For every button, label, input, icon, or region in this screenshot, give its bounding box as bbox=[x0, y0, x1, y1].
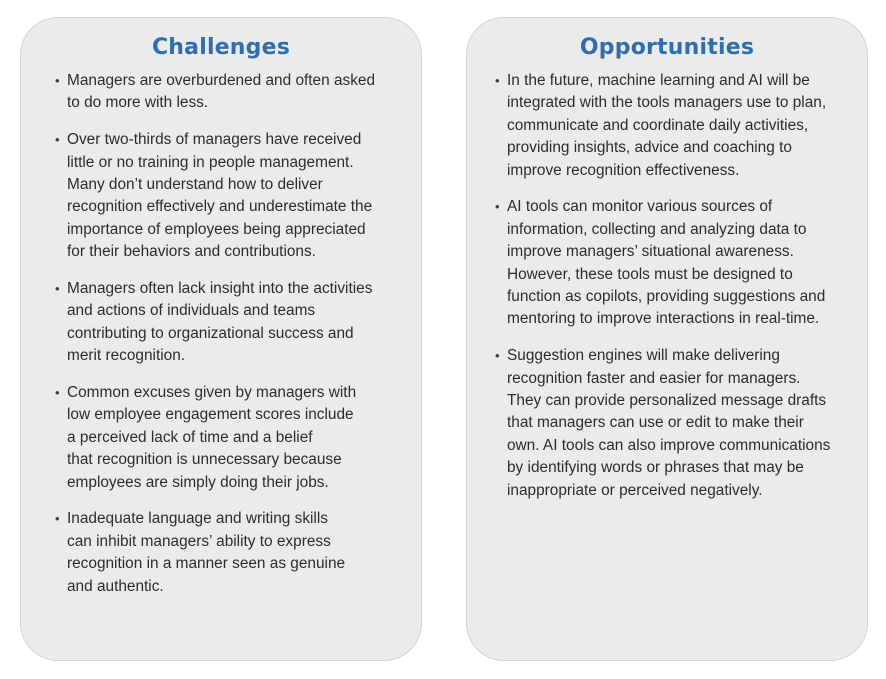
list-item-line: improve managers’ situational awareness. bbox=[507, 243, 794, 261]
list-item-line: Managers are overburdened and often asked bbox=[67, 72, 376, 89]
list-item-line: mentoring to improve interactions in real-time. bbox=[507, 310, 820, 328]
list-item-line: inappropriate or perceived negatively. bbox=[507, 481, 763, 499]
challenges-list bbox=[55, 70, 405, 612]
list-item-line: and authentic. bbox=[67, 577, 164, 595]
list-item-line: for their behaviors and contributions. bbox=[67, 243, 316, 261]
list-item bbox=[495, 70, 851, 182]
bullet-icon: • bbox=[55, 132, 60, 148]
list-item bbox=[55, 382, 405, 494]
list-item-line: can inhibit managers’ ability to express bbox=[67, 532, 331, 550]
bullet-icon: • bbox=[55, 385, 60, 401]
bullet-icon: • bbox=[495, 73, 500, 88]
list-item-line: employees are simply doing their jobs. bbox=[67, 473, 329, 491]
list-item-line: Suggestion engines will make delivering bbox=[507, 347, 780, 365]
list-item-line: contributing to organizational success and bbox=[67, 324, 354, 342]
list-item-line: that managers can use or edit to make their bbox=[507, 414, 804, 432]
list-item-line: Inadequate language and writing skills bbox=[67, 510, 328, 528]
list-item-line: importance of employees being appreciated bbox=[67, 220, 366, 238]
list-item-line: information, collecting and analyzing data to bbox=[507, 220, 807, 238]
challenges-panel bbox=[20, 17, 422, 661]
opportunities-title: Opportunities bbox=[579, 35, 755, 60]
list-item-line: Common excuses given by managers with bbox=[67, 384, 357, 402]
list-item-line: providing insights, advice and coaching to bbox=[507, 139, 792, 157]
list-item-line: Many don’t understand how to deliver bbox=[67, 176, 323, 194]
bullet-icon: • bbox=[495, 348, 500, 364]
list-item-line: to do more with less. bbox=[67, 94, 209, 112]
list-item bbox=[55, 508, 405, 598]
list-item-line: communicate and coordinate daily activities, bbox=[507, 116, 809, 134]
list-item-line: In the future, machine learning and AI will be bbox=[507, 72, 810, 89]
list-item-line: low employee engagement scores include bbox=[67, 406, 354, 424]
opportunities-panel bbox=[466, 17, 868, 661]
list-item-line: and actions of individuals and teams bbox=[67, 302, 316, 320]
list-item-line: that recognition is unnecessary because bbox=[67, 451, 342, 469]
opportunities-list bbox=[495, 70, 851, 516]
list-item-line: by identifying words or phrases that may be bbox=[507, 459, 804, 477]
list-item bbox=[55, 278, 405, 368]
list-item bbox=[495, 345, 851, 502]
list-item-line: recognition in a manner seen as genuine bbox=[67, 555, 346, 573]
list-item-line: a perceived lack of time and a belief bbox=[67, 428, 313, 446]
list-item-line: Managers often lack insight into the activities bbox=[67, 280, 373, 298]
list-item-line: AI tools can monitor various sources of bbox=[507, 198, 773, 216]
challenges-title: Challenges bbox=[151, 35, 291, 60]
list-item-line: They can provide personalized message drafts bbox=[507, 392, 827, 410]
bullet-icon: • bbox=[55, 73, 60, 88]
list-item-line: merit recognition. bbox=[67, 347, 186, 365]
list-item bbox=[55, 129, 405, 263]
list-item bbox=[55, 70, 405, 115]
list-item-line: little or no training in people management. bbox=[67, 153, 354, 171]
list-item-line: recognition effectively and underestimate the bbox=[67, 198, 373, 216]
list-item bbox=[495, 196, 851, 330]
list-item-line: However, these tools must be designed to bbox=[507, 265, 793, 283]
list-item-line: recognition faster and easier for managers. bbox=[507, 369, 801, 387]
list-item-line: improve recognition effectiveness. bbox=[507, 161, 740, 179]
list-item-line: own. AI tools can also improve communications bbox=[507, 436, 831, 454]
list-item-line: integrated with the tools managers use to plan, bbox=[507, 94, 827, 112]
bullet-icon: • bbox=[55, 281, 60, 297]
bullet-icon: • bbox=[55, 511, 60, 527]
list-item-line: Over two-thirds of managers have received bbox=[67, 131, 362, 149]
bullet-icon: • bbox=[495, 199, 500, 215]
list-item-line: function as copilots, providing suggestions and bbox=[507, 288, 826, 306]
